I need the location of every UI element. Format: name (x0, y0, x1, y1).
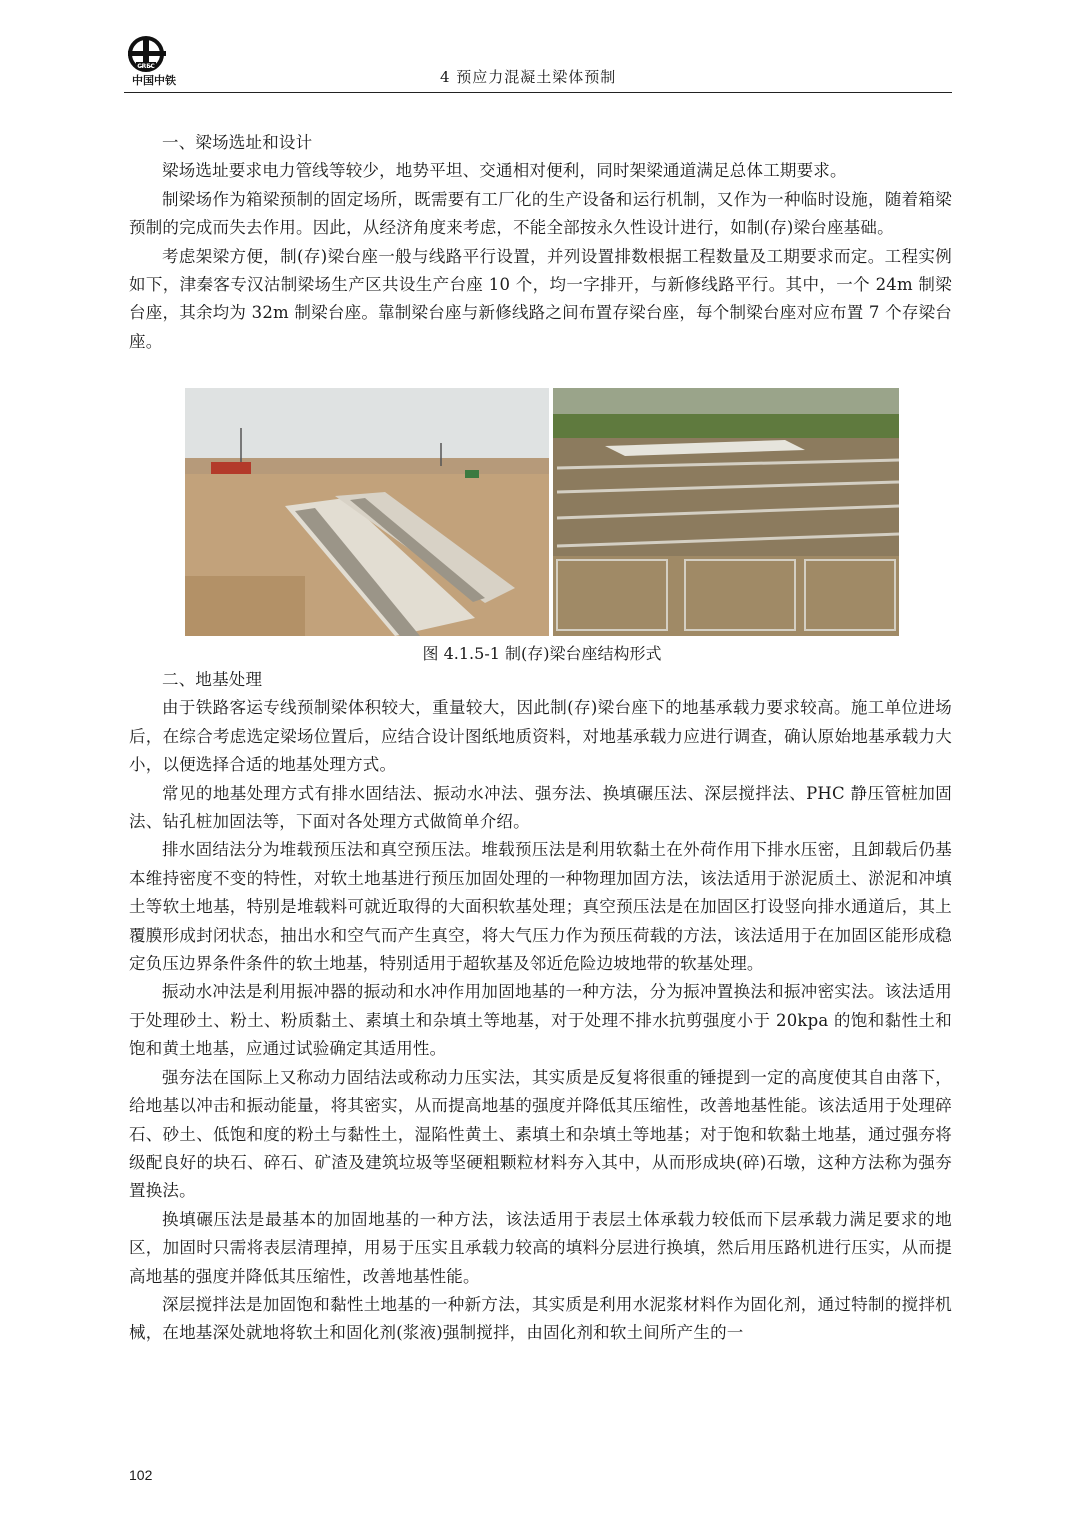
page-number: 102 (129, 1467, 153, 1483)
section-heading: 一、梁场选址和设计 (162, 133, 313, 152)
paragraph: 制梁场作为箱梁预制的固定场所，既需要有工厂化的生产设备和运行机制，又作为一种临时设施，随着箱梁预制的完成而失去作用。因此，从经济角度来考虑，不能全部按永久性设计进行，如制(存)梁台座基础。 (129, 189, 952, 238)
paragraph: 排水固结法分为堆载预压法和真空预压法。堆载预压法是利用软黏土在外荷作用下排水压密，且卸载后仍基本维持密度不变的特性，对软土地基进行预压加固处理的一种物理加固方法，该法适用于淤泥质土、淤泥和冲填土等软土地基，特别是堆载料可就近取得的大面积软基处理；真空预压法是在加固区打设竖向排水通道后，其上覆膜形成封闭状态，抽出水和空气而产生真空，将大气压力作为预压荷载的方法，该法适用于在加固区能形成稳定负压边界条件条件的软土地基，特别适用于超软基及邻近危险边坡地带的软基处理。 (129, 840, 952, 974)
paragraph: 梁场选址要求电力管线等较少，地势平坦、交通相对便利，同时架梁通道满足总体工期要求。 (162, 161, 847, 181)
photo-right-storage-pedestals (553, 388, 899, 636)
header-divider (124, 92, 952, 93)
figure-beam-pedestal-photos (185, 388, 899, 636)
paragraph: 振动水冲法是利用振冲器的振动和水冲作用加固地基的一种方法，分为振冲置换法和振冲密实法。该法适用于处理砂土、粉土、粉质黏土、素填土和杂填土等地基，对于处理不排水抗剪强度小于 20kpa 的饱和黏性土和饱和黄土地基，应通过试验确定其适用性。 (129, 982, 952, 1059)
paragraph: 由于铁路客运专线预制梁体积较大，重量较大，因此制(存)梁台座下的地基承载力要求较高。施工单位进场后，在综合考虑选定梁场位置后，应结合设计图纸地质资料，对地基承载力应进行调查，确认原始地基承载力大小，以便选择合适的地基处理方式。 (129, 698, 952, 775)
section-site-selection (129, 129, 952, 356)
logo-initials: CREC (137, 63, 155, 70)
section-foundation-treatment (129, 666, 952, 1348)
paragraph: 深层搅拌法是加固饱和黏性土地基的一种新方法，其实质是利用水泥浆材料作为固化剂，通过特制的搅拌机械，在地基深处就地将软土和固化剂(浆液)强制搅拌，由固化剂和软土间所产生的一 (129, 1294, 952, 1343)
paragraph: 强夯法在国际上又称动力固结法或称动力压实法，其实质是反复将很重的锤提到一定的高度使其自由落下，给地基以冲击和振动能量，将其密实，从而提高地基的强度并降低其压缩性，改善地基性能。该法适用于处理碎石、砂土、低饱和度的粉土与黏性土，湿陷性黄土、素填土和杂填土等地基；对于饱和软黏土地基，通过强夯将级配良好的块石、碎石、矿渣及建筑垃圾等坚硬粗颗粒材料夯入其中，从而形成块(碎)石墩，这种方法称为强夯置换法。 (129, 1067, 952, 1201)
paragraph: 考虑架梁方便，制(存)梁台座一般与线路平行设置，并列设置排数根据工程数量及工期要求而定。工程实例如下，津秦客专汉沽制梁场生产区共设生产台座 10 个，均一字排开，与新修线路平行。其中，一个 24m 制梁台座，其余均为 32m 制梁台座。靠制梁台座与新修线路之间布置存梁台座，每个制梁台座对应布置 7 个存梁台座。 (129, 246, 952, 351)
chapter-title: 4 预应力混凝土梁体预制 (440, 68, 617, 86)
paragraph: 常见的地基处理方式有排水固结法、振动水冲法、强夯法、换填碾压法、深层搅拌法、PHC 静压管桩加固法、钻孔桩加固法等，下面对各处理方式做简单介绍。 (129, 783, 952, 832)
logo-text: 中国中铁 (132, 74, 176, 87)
photo-left-construction-site (185, 388, 549, 636)
paragraph: 换填碾压法是最基本的加固地基的一种方法，该法适用于表层土体承载力较低而下层承载力满足要求的地区，加固时只需将表层清理掉，用易于压实且承载力较高的填料分层进行换填，然后用压路机进行压实，从而提高地基的强度并降低其压缩性，改善地基性能。 (129, 1209, 952, 1286)
section-heading: 二、地基处理 (162, 670, 263, 689)
figure-caption: 图 4.1.5-1 制(存)梁台座结构形式 (422, 644, 662, 663)
